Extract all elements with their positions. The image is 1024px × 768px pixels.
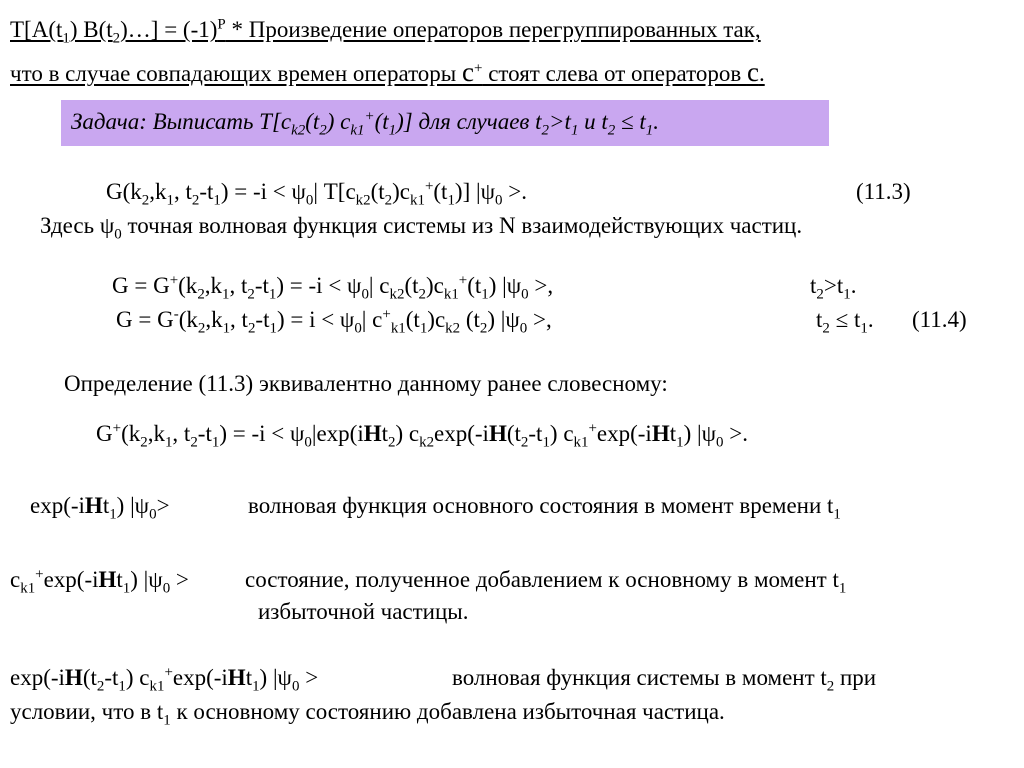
- equation-g-plus-expansion: $G^+(k_2,k_1$, $t_2-t_1) = -i < \psi_0|\exp(iHt_2)$ $c_{k2}\exp(-iH(t_2-t_1)$ $c_{k1}^+\exp(-iHt_1)$ $|\psi_0$ >.: [96, 420, 748, 451]
- psi-description: Здесь $\psi_0$ точная волновая функция системы из N взаимодействующих частиц.: [40, 213, 803, 243]
- condition-t2-gt-t1: $t_2>t_1$.: [810, 273, 857, 303]
- equation-number-11-4: (11.4): [912, 307, 967, 332]
- equation-number-11-3: (11.3): [856, 179, 911, 204]
- header-line-1: $T[A(t_1)$ $B(t_2)\dots] = (-1)^P$ * Произведение операторов перегруппированных так,: [10, 16, 761, 47]
- item-2-expression: $c_{k1}^+\exp(-iHt_1) |\psi_0$ >: [10, 566, 189, 597]
- item-1-expression: exp(-iHt$_1$) $|\psi_0>$: [30, 493, 170, 523]
- condition-t2-le-t1: $t_2 \le t_1$.: [816, 307, 874, 337]
- equation-11-3: $G(k_2,k_1$, $t_2-t_1) = -i < \psi_0|$ $T[c_{k2}(t_2)c_{k1}^+(t_1)]$ $|\psi_0$ >.: [106, 178, 527, 209]
- item-3-expression: $\exp(-iH(t_2-t_1)$ $c_{k1}^+\exp(-iHt_1) |\psi_0$ >: [10, 664, 319, 695]
- item-1-description: волновая функция основного состояния в момент времени $t_1$: [248, 493, 841, 523]
- item-2-description-line-2: избыточной частицы.: [258, 599, 469, 624]
- task-box: Задача: Выписать $T[c_{k2}(t_2)$ $c_{k1}^+(t_1)$] для случаев $t_2>t_1$ и $t_2 \le t_1$.: [61, 100, 829, 146]
- header-line-2: что в случае совпадающих времен операторы c+ стоят слева от операторов c.: [10, 57, 765, 87]
- equation-11-4-a: $G = G^+(k_2,k_1$, $t_2-t_1) = -i < \psi_0|$ $c_{k2}(t_2)c_{k1}^+(t_1)$ $|\psi_0$ >,: [112, 272, 554, 303]
- definition-text: Определение (11.3) эквивалентно данному ранее словесному:: [64, 371, 668, 396]
- equation-11-4-b: $G = G^-(k_2,k_1$, $t_2-t_1) = i < \psi_0|$ $c^+_{k1}(t_1)c_{k2}$ $(t_2)$ $|\psi_0$ >,: [116, 306, 552, 337]
- item-3-description: волновая функция системы в момент $t_2$ при: [452, 665, 877, 695]
- item-2-description: состояние, полученное добавлением к основному в момент $t_1$: [245, 567, 847, 597]
- item-3-description-line-2: условии, что в $t_1$ к основному состоянию добавлена избыточная частица.: [10, 699, 725, 729]
